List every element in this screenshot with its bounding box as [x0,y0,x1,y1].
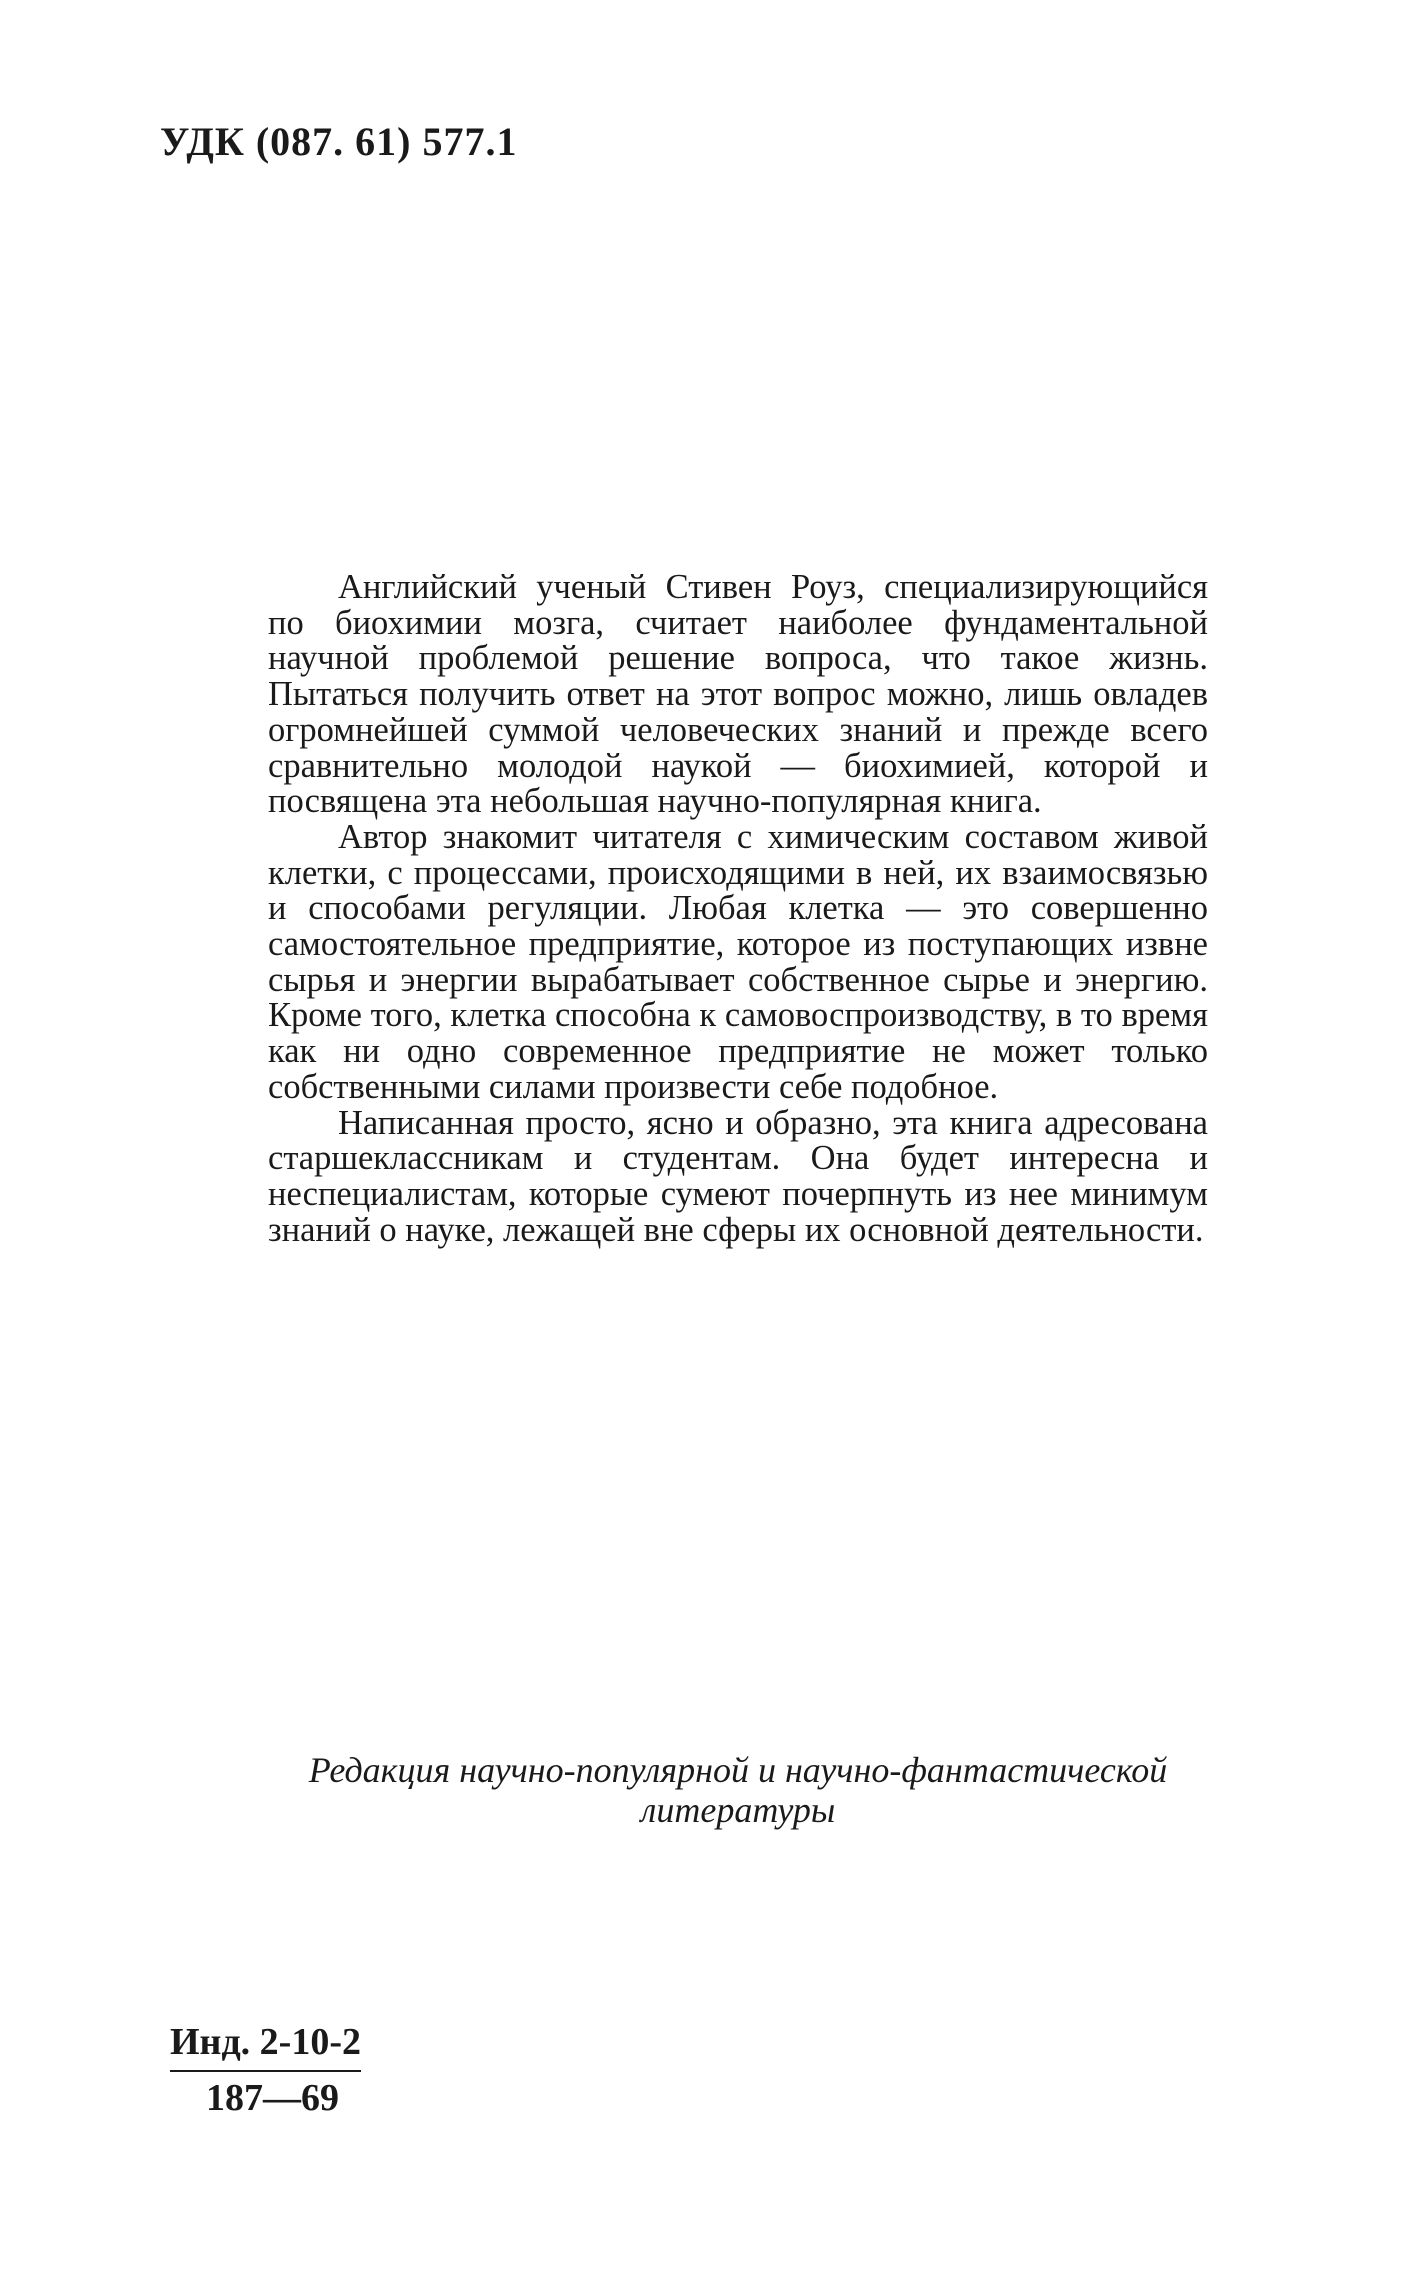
index-number: Инд. 2-10-2 [170,2020,361,2072]
annotation-paragraph: Автор знакомит читателя с химическим составом живой клетки, с процессами, происходящими в ней, их взаимосвязью и способами регуляции. Любая клетка — это совершенно самостоятельное предприятие, которое из поступающих извне сырья и энергии вырабатывает собственное сырье и энергию. Кроме того, клетка способна к самовоспроизводству, в то время как ни одно современное предприятие не может только собственными силами произвести себе подобное. [268,817,1208,1106]
editorial-line: литературы [640,1790,836,1830]
annotation [268,570,1208,1248]
index-code: 187—69 [206,2077,339,2119]
udk-code: УДК (087. 61) 577.1 [160,119,518,164]
annotation-paragraph: Английский ученый Стивен Роуз, специализирующийся по биохимии мозга, считает наиболее фундаментальной научной проблемой решение вопроса, что такое жизнь. Пытаться получить ответ на этот вопрос можно, лишь овладев огромнейшей суммой человеческих знаний и прежде всего сравнительно молодой наукой — биохимией, которой и посвящена эта небольшая научно-популярная книга. [268,568,1208,821]
annotation-paragraph: Написанная просто, ясно и образно, эта книга адресована старшеклассникам и студентам. Она будет интересна и неспециалистам, которые сумеют почерпнуть из нее минимум знаний о науке, лежащей вне сферы их основной деятельности. [268,1103,1208,1249]
editorial-credit [268,1750,1208,1830]
index-block [170,2020,361,2120]
editorial-line: Редакция научно-популярной и научно-фантастической [308,1750,1168,1790]
